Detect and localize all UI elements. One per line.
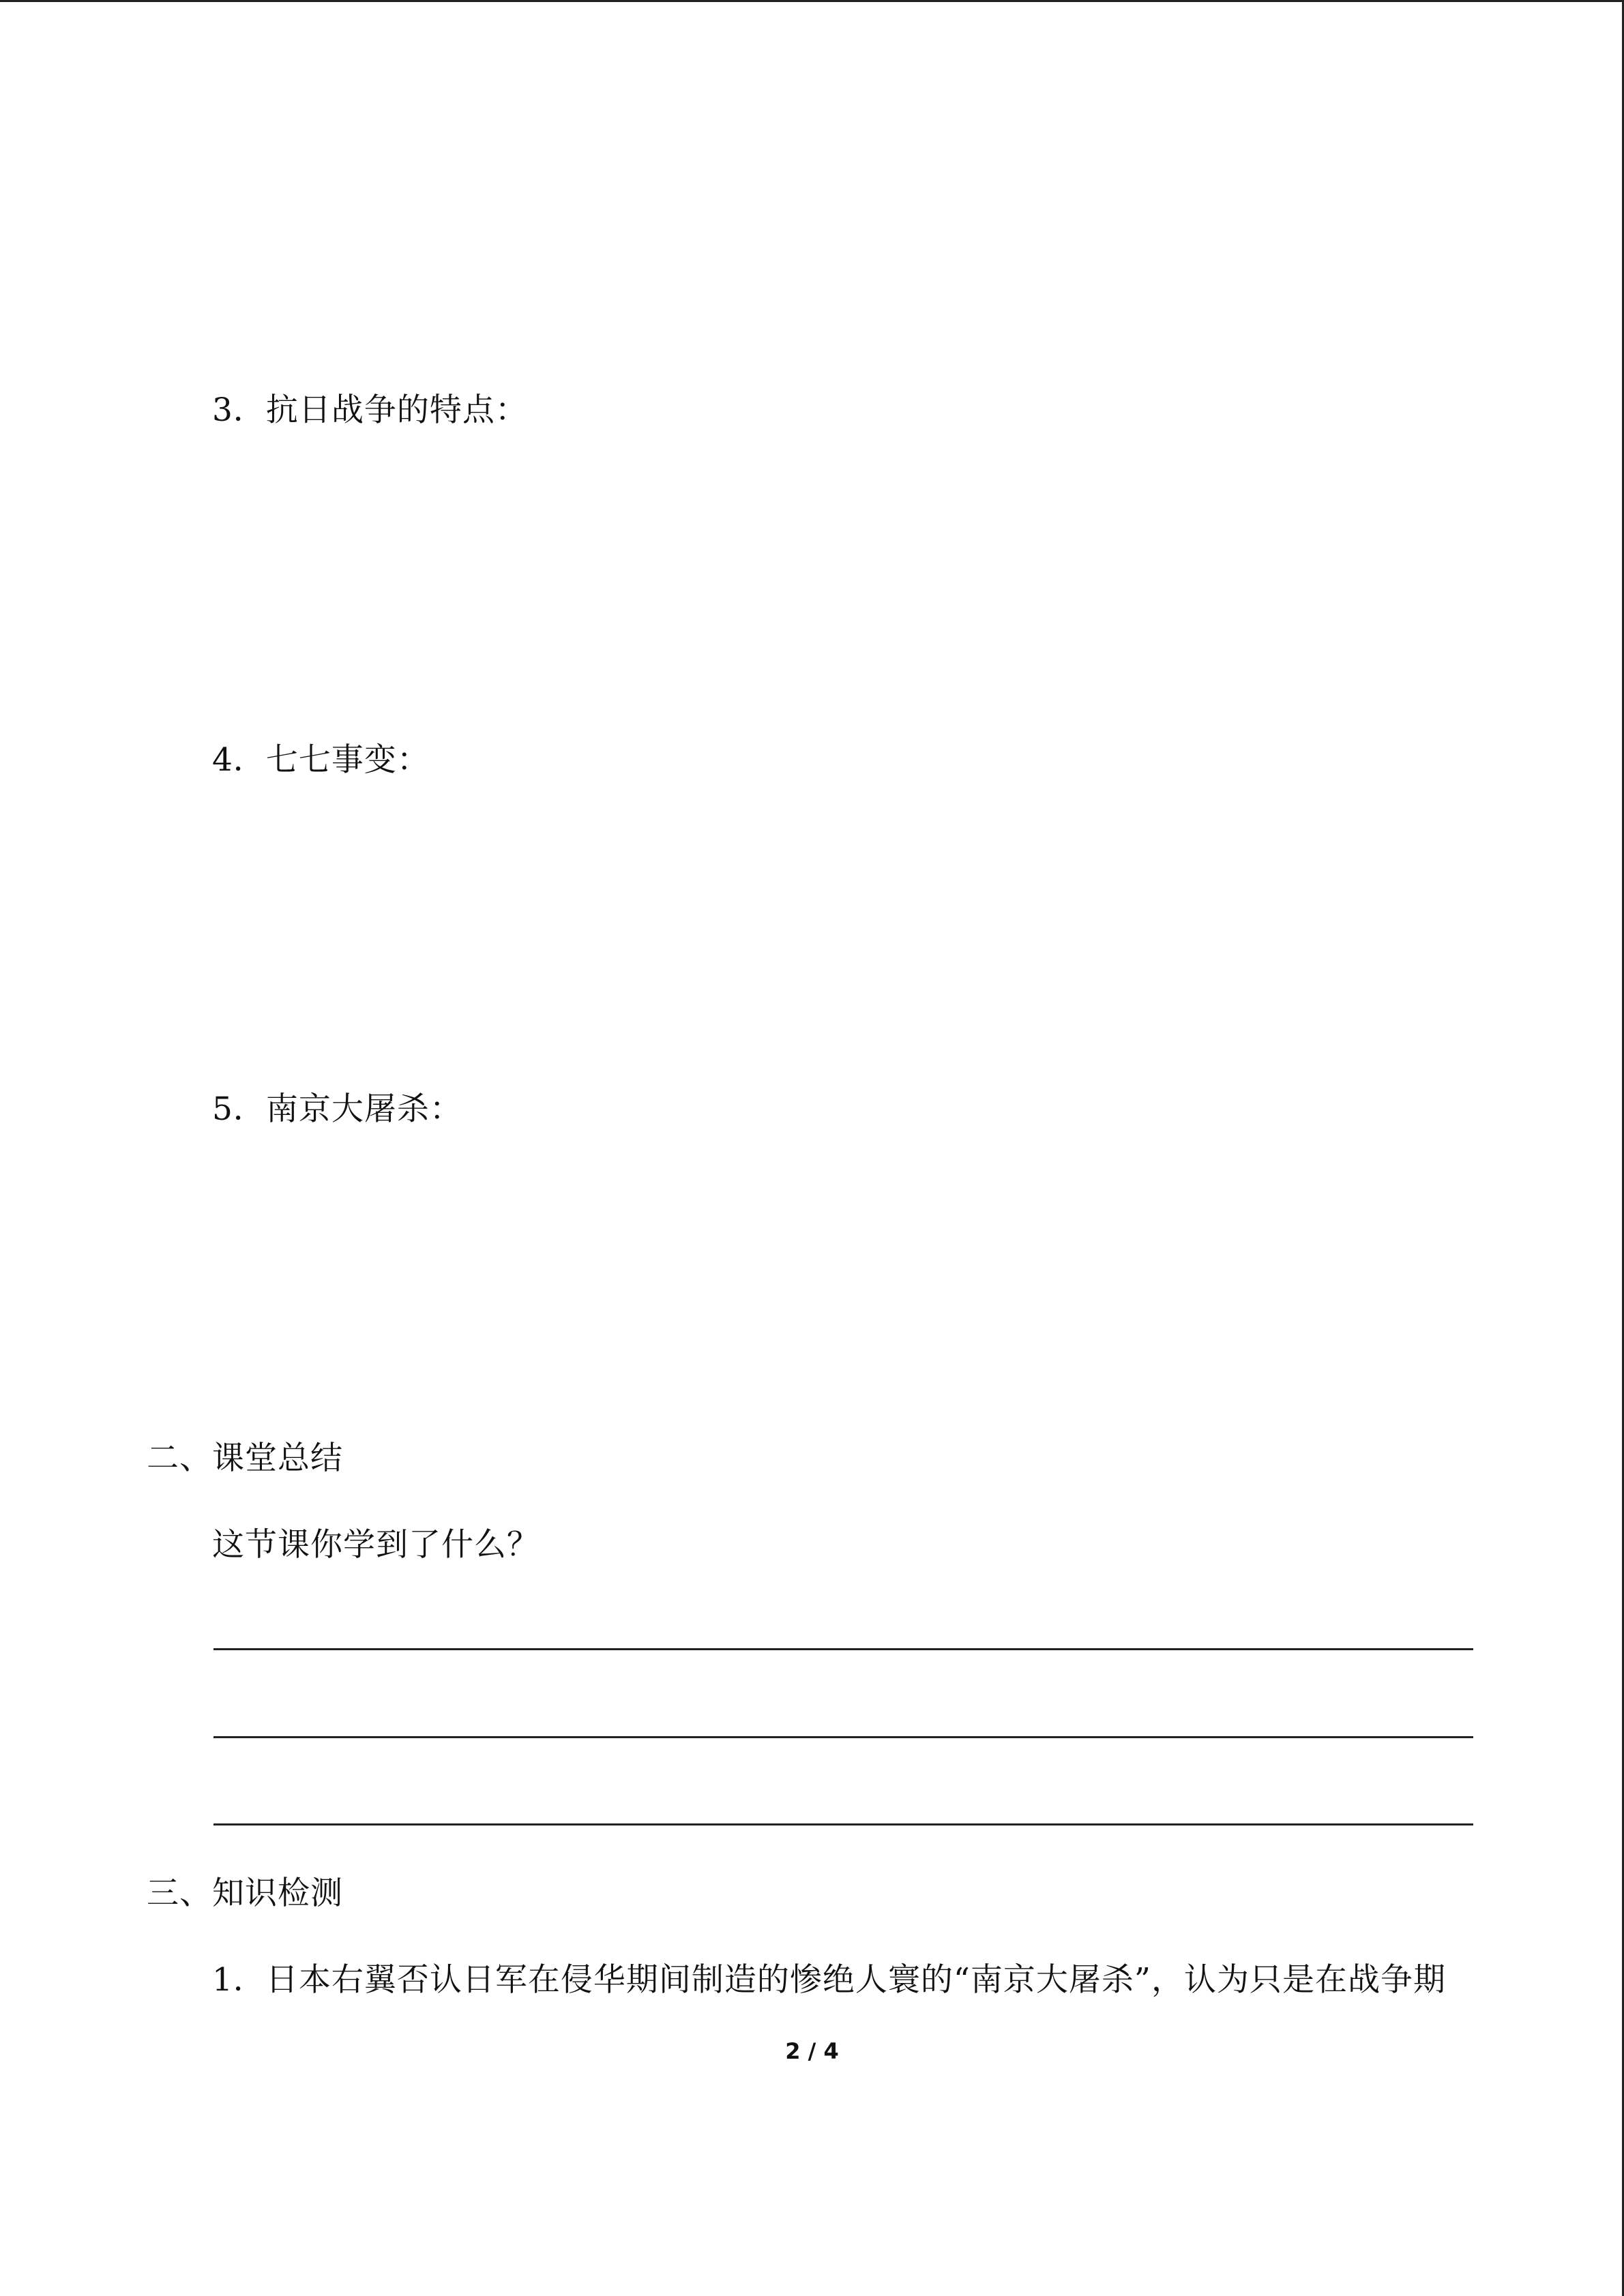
- section-heading-summary: 二、课堂总结: [147, 1440, 343, 1477]
- section-heading-test: 三、知识检测: [147, 1875, 343, 1912]
- answer-line-1[interactable]: [213, 1648, 1473, 1650]
- test-question-1: 1．日本右翼否认日军在侵华期间制造的惨绝人寰的“南京大屠杀”，认为只是在战争期: [212, 1961, 1446, 1999]
- summary-prompt: 这节课你学到了什么？: [212, 1526, 540, 1564]
- page-top-border: [0, 0, 1624, 2]
- question-5-label: 5．南京大屠杀：: [212, 1090, 462, 1128]
- question-3-label: 3．抗日战争的特点：: [212, 391, 528, 429]
- page-number: 2 / 4: [785, 2038, 839, 2064]
- answer-line-3[interactable]: [213, 1823, 1473, 1825]
- answer-line-2[interactable]: [213, 1736, 1473, 1738]
- question-4-label: 4．七七事变：: [212, 741, 430, 779]
